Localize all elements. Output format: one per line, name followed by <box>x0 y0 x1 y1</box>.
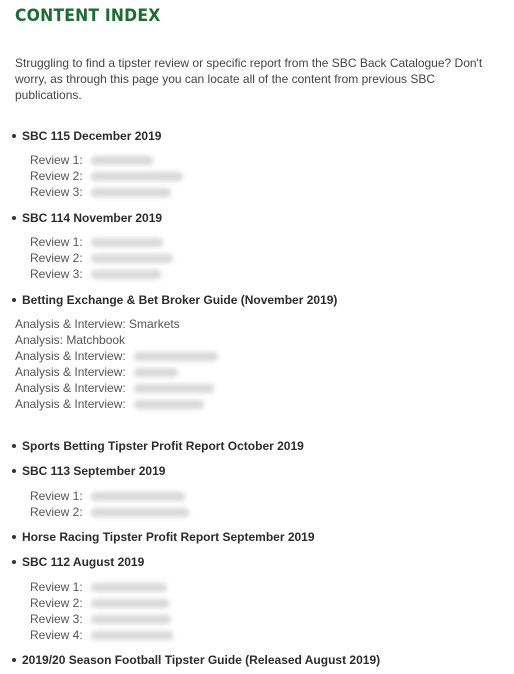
review-line: Review 3: <box>30 266 161 282</box>
item-title[interactable]: Horse Racing Tipster Profit Report September 2019 <box>22 530 315 544</box>
list-item-heading[interactable] <box>12 292 337 308</box>
redacted-text <box>91 238 163 247</box>
review-line: Review 1: <box>30 234 163 250</box>
redacted-text <box>91 492 185 501</box>
analysis-line: Analysis & Interview: <box>15 348 218 364</box>
redacted-text <box>91 254 173 263</box>
list-item-heading[interactable] <box>12 438 304 454</box>
analysis-line: Analysis: Matchbook <box>15 333 126 347</box>
redacted-text <box>91 615 171 624</box>
bullet-icon <box>12 216 16 220</box>
list-item-heading[interactable] <box>12 554 144 570</box>
review-line: Review 1: <box>30 152 153 168</box>
item-title[interactable]: SBC 112 August 2019 <box>22 555 145 569</box>
bullet-icon <box>12 658 16 662</box>
review-line: Review 2: <box>30 504 189 520</box>
analysis-line: Analysis & Interview: Smarkets <box>15 317 180 331</box>
redacted-text <box>134 352 218 361</box>
redacted-text <box>91 599 169 608</box>
intro-text: Struggling to find a tipster review or specific report from the SBC Back Catalogue? Don't worry, as through this page you can locate all of the content from previous SBC publications. <box>15 56 483 102</box>
redacted-text <box>91 156 153 165</box>
redacted-text <box>91 172 183 181</box>
bullet-icon <box>12 535 16 539</box>
analysis-line: Analysis & Interview: <box>15 364 178 380</box>
analysis-line: Analysis & Interview: <box>15 396 204 412</box>
review-line: Review 3: <box>30 184 171 200</box>
review-line: Review 3: <box>30 611 171 627</box>
redacted-text <box>134 384 214 393</box>
item-title[interactable]: Sports Betting Tipster Profit Report October 2019 <box>22 439 304 453</box>
bullet-icon <box>12 444 16 448</box>
redacted-text <box>134 400 204 409</box>
bullet-icon <box>12 134 16 138</box>
bullet-icon <box>12 560 16 564</box>
list-item-heading[interactable] <box>12 529 315 545</box>
item-title[interactable]: SBC 115 December 2019 <box>22 129 162 143</box>
redacted-text <box>91 270 161 279</box>
review-line: Review 1: <box>30 488 185 504</box>
redacted-text <box>91 583 167 592</box>
page-title: CONTENT INDEX <box>15 6 161 26</box>
redacted-text <box>91 188 171 197</box>
list-item-heading[interactable] <box>12 652 380 668</box>
redacted-text <box>134 368 178 377</box>
analysis-line: Analysis & Interview: <box>15 380 214 396</box>
review-line: Review 4: <box>30 627 173 643</box>
item-title[interactable]: Betting Exchange & Bet Broker Guide (November 2019) <box>22 293 338 307</box>
review-line: Review 2: <box>30 250 173 266</box>
list-item-heading[interactable] <box>12 210 162 226</box>
bullet-icon <box>12 298 16 302</box>
review-line: Review 2: <box>30 168 183 184</box>
list-item-heading[interactable] <box>12 463 165 479</box>
list-item-heading[interactable] <box>12 128 161 144</box>
bullet-icon <box>12 469 16 473</box>
review-line: Review 1: <box>30 579 167 595</box>
review-line: Review 2: <box>30 595 169 611</box>
item-title[interactable]: SBC 113 September 2019 <box>22 464 166 478</box>
redacted-text <box>91 631 173 640</box>
item-title[interactable]: SBC 114 November 2019 <box>22 211 163 225</box>
item-title[interactable]: 2019/20 Season Football Tipster Guide (Released August 2019) <box>22 653 381 667</box>
redacted-text <box>91 508 189 517</box>
